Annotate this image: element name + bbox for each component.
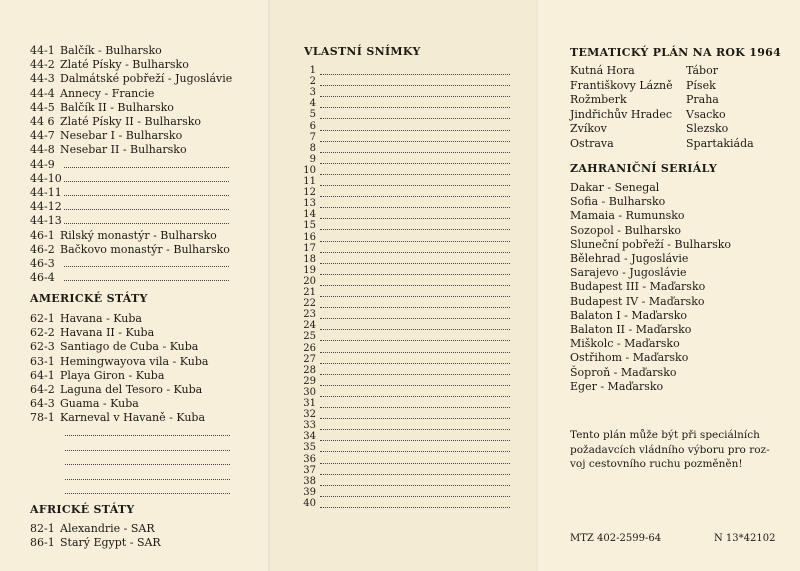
blank-entry-line [64, 158, 229, 168]
blank-entry-line [65, 492, 230, 494]
serial-item: Budapest III - Maďarsko [570, 280, 706, 294]
blank-entry-line [64, 271, 229, 281]
slot-number: 33 [303, 420, 316, 432]
slot-number: 39 [303, 486, 316, 498]
serial-item: Sluneční pobřeží - Bulharsko [570, 237, 732, 251]
item-code: 44-2 [30, 58, 55, 72]
item-title: Nesebar I - Bulharsko [60, 129, 183, 143]
blank-entry-line [320, 373, 510, 375]
item-code: 44-13 [30, 214, 62, 228]
item-code: 46-3 [30, 257, 55, 270]
slot-number: 34 [303, 431, 316, 443]
blank-entry-line [320, 73, 510, 75]
blank-entry-line [320, 184, 510, 186]
item-title: Alexandrie - SAR [60, 522, 155, 535]
serial-item: Miškolc - Maďarsko [570, 337, 680, 351]
item-title: Havana II - Kuba [60, 326, 155, 340]
blank-entry-line [320, 217, 510, 219]
blank-entry-line [320, 95, 510, 97]
slot-number: 2 [309, 76, 316, 88]
list-item [30, 369, 164, 382]
list-item [30, 411, 205, 424]
fold-line [268, 0, 271, 571]
note-line: požadavcích vládního výboru pro roz- [570, 443, 770, 456]
serial-item: Sofia - Bulharsko [570, 195, 666, 209]
slot-number: 26 [303, 342, 316, 354]
blank-entry-line [320, 450, 510, 452]
slot-number: 35 [303, 442, 316, 454]
list-item [30, 397, 139, 410]
slot-number: 38 [303, 475, 316, 487]
item-code: 62-1 [30, 312, 55, 325]
item-code: 44-5 [30, 100, 55, 114]
slot-number: 11 [303, 176, 316, 187]
item-code: 63-1 [30, 354, 55, 368]
blank-entry-line [320, 206, 510, 208]
list-item [30, 340, 198, 353]
blank-entry-line [320, 428, 510, 430]
blank-entry-line [65, 449, 230, 451]
serial-item: Budapest IV - Maďarsko [570, 294, 705, 308]
plan-item: Rožmberk [570, 93, 627, 107]
list-item [30, 115, 201, 128]
list-item [30, 143, 187, 156]
serial-item: Bělehrad - Jugoslávie [570, 252, 689, 265]
slot-number: 7 [309, 131, 316, 143]
item-code: 44-4 [30, 86, 55, 100]
item-code: 44-1 [30, 44, 55, 57]
serial-item: Ostřihom - Maďarsko [570, 351, 689, 365]
slot-number: 12 [303, 187, 316, 199]
item-code: 62-2 [30, 326, 55, 340]
item-title: Guama - Kuba [60, 397, 139, 411]
blank-entry-line [65, 463, 230, 465]
blank-entry-line [320, 395, 510, 397]
slot-number: 29 [303, 375, 316, 387]
blank-entry-line [320, 473, 510, 475]
blank-entry-line [320, 151, 510, 153]
item-title: Bačkovo monastýr - Bulharsko [60, 242, 230, 256]
plan-item: Praha [686, 93, 719, 107]
item-code: 44-10 [30, 171, 62, 185]
list-item [30, 312, 142, 325]
blank-entry-line [320, 117, 510, 119]
item-title: Rilský monastýr - Bulharsko [60, 228, 217, 242]
slot-number: 20 [303, 275, 316, 287]
list-item [30, 271, 229, 284]
slot-number: 19 [303, 264, 316, 276]
plan-item: Františkovy Lázně [570, 78, 673, 92]
blank-entry-line [64, 186, 229, 196]
item-title: Santiago de Cuba - Kuba [60, 340, 199, 354]
slot-number: 14 [303, 209, 316, 221]
item-code: 44-11 [30, 186, 62, 199]
list-item [30, 101, 174, 114]
list-item [30, 186, 229, 199]
item-code: 44 6 [30, 115, 55, 128]
item-title: Hemingwayova vila - Kuba [60, 354, 209, 368]
section-title-americke: AMERICKÉ STÁTY [30, 292, 148, 305]
list-item [30, 243, 230, 256]
list-item [30, 158, 229, 171]
serial-item: Balaton I - Maďarsko [570, 308, 688, 322]
blank-entry-line [64, 214, 229, 224]
slot-number: 30 [303, 386, 316, 398]
item-title: Zlaté Písky II - Bulharsko [60, 115, 202, 128]
blank-entry-line [64, 200, 229, 210]
slot-number: 17 [303, 242, 316, 254]
plan-item: Jindřichův Hradec [570, 107, 672, 121]
blank-entry-line [320, 195, 510, 197]
list-item [30, 129, 182, 142]
blank-entry-line [64, 257, 229, 267]
blank-entry-line [65, 434, 230, 436]
item-code: 64-1 [30, 368, 55, 382]
serial-item: Mamaia - Rumunsko [570, 209, 685, 223]
section-title-plan: TEMATICKÝ PLÁN NA ROK 1964 [570, 46, 782, 59]
blank-entry-line [320, 295, 510, 297]
plan-item: Kutná Hora [570, 64, 635, 77]
left-panel [0, 0, 268, 571]
item-code: 46-2 [30, 242, 55, 256]
plan-item: Písek [686, 78, 716, 92]
item-title: Karneval v Havaně - Kuba [60, 411, 206, 425]
list-item [30, 200, 229, 213]
blank-entry-line [320, 495, 510, 497]
catalog-number: N 13*42102 [714, 533, 776, 544]
list-item [30, 536, 161, 549]
item-title: Playa Giron - Kuba [60, 368, 165, 382]
blank-entry-line [320, 273, 510, 275]
item-title: Zlaté Písky - Bulharsko [60, 58, 189, 72]
blank-entry-line [320, 439, 510, 441]
blank-entry-line [320, 173, 510, 175]
blank-entry-line [320, 317, 510, 319]
plan-item: Spartakiáda [686, 137, 754, 150]
blank-entry-line [320, 484, 510, 486]
slot-number: 13 [303, 198, 316, 210]
slot-number: 27 [303, 353, 316, 365]
blank-entry-line [320, 306, 510, 308]
blank-entry-line [320, 129, 510, 131]
list-item [30, 229, 217, 242]
blank-entry-line [320, 106, 510, 108]
item-code: 46-1 [30, 228, 55, 242]
blank-entry-line [320, 140, 510, 142]
blank-entry-line [320, 406, 510, 408]
blank-entry-line [320, 162, 510, 164]
slot-number: 15 [303, 220, 316, 232]
item-code: 78-1 [30, 411, 55, 425]
item-title: Starý Egypt - SAR [60, 536, 161, 550]
list-item [30, 522, 155, 535]
serial-item: Dakar - Senegal [570, 181, 660, 194]
slot-number: 21 [303, 287, 316, 298]
print-code: MTZ 402-2599-64 [570, 533, 662, 544]
list-item [30, 257, 229, 270]
note-line: voj cestovního ruchu pozměněn! [570, 458, 743, 470]
middle-panel [268, 0, 536, 571]
list-item [30, 355, 208, 368]
list-item [30, 326, 154, 339]
list-item [30, 214, 229, 227]
list-item [30, 58, 189, 71]
plan-item: Slezsko [686, 122, 729, 136]
slot-number: 8 [309, 142, 316, 154]
slot-number: 3 [309, 87, 316, 99]
item-code: 64-2 [30, 383, 55, 396]
blank-entry-line [320, 240, 510, 242]
list-item [30, 87, 154, 100]
serial-item: Balaton II - Maďarsko [570, 323, 692, 336]
item-code: 44-9 [30, 157, 55, 171]
slot-number: 24 [303, 320, 316, 332]
blank-entry-line [320, 351, 510, 353]
slot-number: 10 [303, 164, 316, 176]
list-item [30, 383, 202, 396]
blank-entry-line [320, 339, 510, 341]
blank-entry-line [320, 506, 510, 508]
slot-number: 28 [303, 364, 316, 376]
blank-entry-line [320, 462, 510, 464]
item-title: Havana - Kuba [60, 312, 142, 325]
slot-number: 6 [309, 120, 316, 132]
item-code: 44-8 [30, 143, 55, 157]
serial-item: Sozopol - Bulharsko [570, 223, 681, 237]
fold-line [536, 0, 539, 571]
slot-number: 31 [303, 398, 316, 409]
serial-item: Eger - Maďarsko [570, 379, 664, 393]
blank-entry-line [320, 328, 510, 330]
item-code: 62-3 [30, 340, 55, 354]
item-title: Dalmátské pobřeží - Jugoslávie [60, 72, 233, 86]
item-code: 82-1 [30, 522, 55, 535]
plan-item: Vsacko [686, 107, 726, 121]
right-panel [536, 0, 800, 571]
item-code: 44-3 [30, 72, 55, 86]
list-item [30, 44, 162, 57]
slot-number: 4 [309, 98, 316, 110]
blank-entry-line [320, 84, 510, 86]
plan-item: Tábor [686, 64, 718, 77]
section-title-serialy: ZAHRANIČNÍ SERIÁLY [570, 162, 718, 175]
blank-entry-line [65, 478, 230, 480]
item-code: 44-12 [30, 200, 62, 214]
note-line: Tento plán může být při speciálních [570, 429, 760, 441]
blank-entry-line [320, 228, 510, 230]
blank-entry-line [320, 384, 510, 386]
item-title: Annecy - Francie [60, 86, 155, 100]
slot-number: 16 [303, 231, 316, 243]
slot-number: 36 [303, 453, 316, 465]
slot-number: 32 [303, 409, 316, 421]
slot-number: 18 [303, 253, 316, 265]
slot-number: 25 [303, 331, 316, 343]
slot-number: 22 [303, 298, 316, 310]
serial-item: Šoproň - Maďarsko [570, 365, 677, 379]
item-code: 44-7 [30, 129, 55, 143]
slot-number: 23 [303, 309, 316, 321]
plan-item: Zvíkov [570, 122, 607, 136]
blank-entry-line [320, 284, 510, 286]
item-code: 64-3 [30, 397, 55, 411]
blank-entry-line [320, 262, 510, 264]
slot-number: 9 [309, 153, 316, 165]
item-title: Nesebar II - Bulharsko [60, 143, 187, 157]
item-code: 86-1 [30, 536, 55, 550]
item-title: Laguna del Tesoro - Kuba [60, 383, 203, 396]
plan-item: Ostrava [570, 137, 614, 150]
list-item [30, 172, 229, 185]
serial-item: Sarajevo - Jugoslávie [570, 266, 687, 280]
section-title-africke: AFRICKÉ STÁTY [30, 503, 135, 516]
slot-number: 40 [303, 497, 316, 509]
blank-entry-line [320, 417, 510, 419]
blank-entry-line [64, 172, 229, 182]
section-title-vlastni: VLASTNÍ SNÍMKY [304, 45, 421, 58]
item-code: 46-4 [30, 271, 55, 285]
blank-entry-line [320, 251, 510, 253]
list-item [30, 72, 232, 85]
item-title: Balčík II - Bulharsko [60, 100, 174, 114]
blank-entry-line [320, 362, 510, 364]
slot-number: 37 [303, 464, 316, 476]
slot-number: 5 [309, 109, 316, 121]
slot-number: 1 [309, 65, 316, 76]
item-title: Balčík - Bulharsko [60, 44, 162, 57]
